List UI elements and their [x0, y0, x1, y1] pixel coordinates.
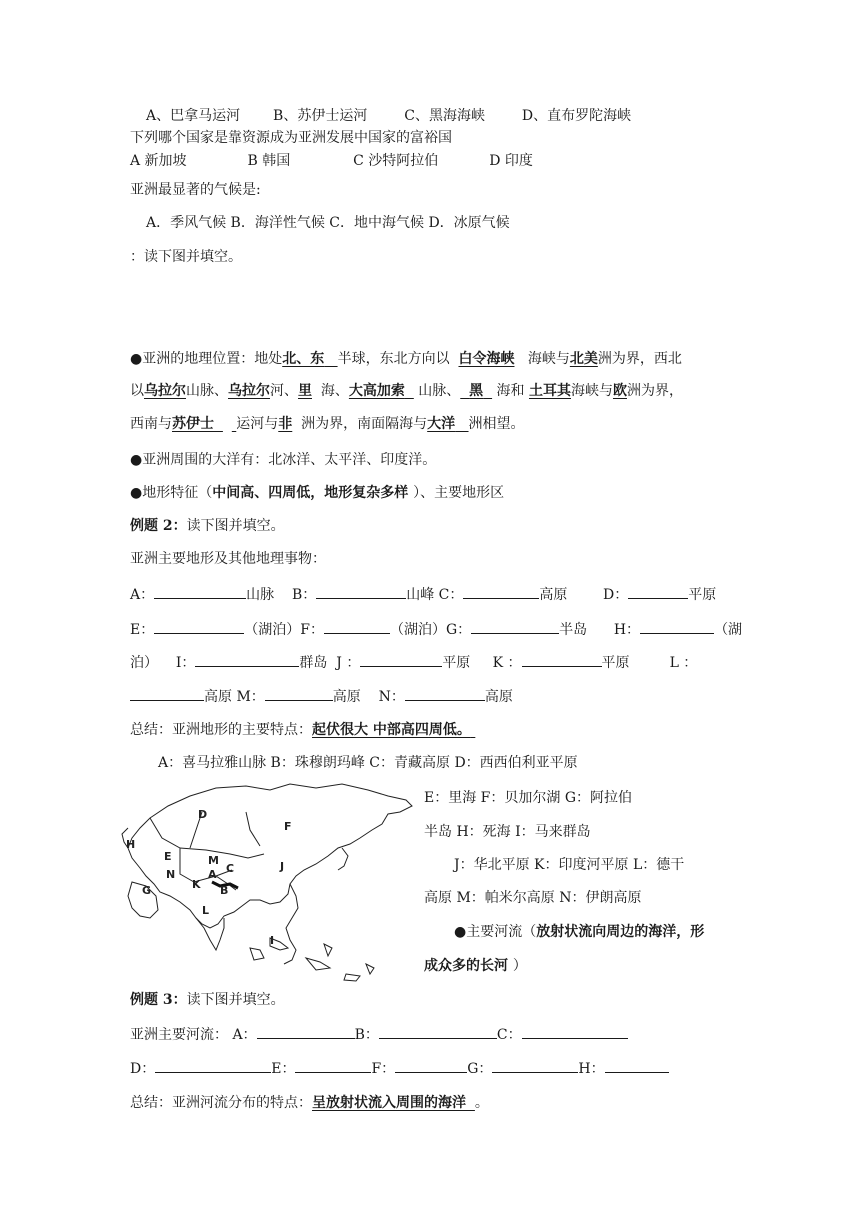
text: D：: [603, 587, 629, 603]
text: 读下图并填空。: [186, 518, 285, 534]
terrain-line: [130, 483, 504, 503]
text: B：: [291, 587, 317, 603]
text: 洲为界，南面隔海与: [301, 416, 428, 432]
text: L ：: [669, 655, 698, 671]
text: 半球，东北方向以: [337, 351, 450, 367]
blank-field[interactable]: [360, 652, 442, 667]
rivers-line-1: [454, 922, 704, 942]
terrain-feature: 中间高、四周低，地形复杂多样: [212, 485, 414, 501]
blank-field[interactable]: [522, 652, 602, 667]
text: 平原: [442, 655, 471, 671]
asia-map: [120, 778, 416, 982]
map-label-i: I: [270, 934, 275, 947]
example-label: 例题 3：: [130, 992, 187, 1008]
q3-question: 亚洲最显著的气候是:: [130, 182, 261, 198]
answers-row-4: J：华北平原 K：印度河平原 L：德干: [454, 857, 685, 873]
answer-strait: 白令海峡: [458, 351, 515, 367]
answer-turkey: 土耳其: [528, 383, 571, 399]
q2-option-d: D 印度: [489, 153, 533, 169]
map-label-a: A: [208, 868, 217, 881]
text: ）、主要地形区: [413, 485, 505, 501]
answer-river: 乌拉尔: [228, 383, 270, 399]
text: 高原 M：: [204, 689, 265, 705]
text: 高原: [484, 689, 513, 705]
answers-row-5: 高原 M：帕米尔高原 N：伊朗高原: [424, 890, 642, 906]
text: 山脉、: [186, 383, 228, 399]
map-label-d: D: [198, 808, 208, 821]
text: 总结：亚洲河流分布的特点：: [130, 1095, 312, 1111]
text: B：: [354, 1027, 379, 1043]
map-label-h: H: [126, 838, 136, 851]
text: 亚洲主要河流： A：: [130, 1027, 257, 1043]
summary-rivers: [130, 1093, 489, 1113]
answer-suez: 苏伊士: [172, 416, 214, 432]
text: K ：: [492, 655, 522, 671]
text: 泊）: [130, 655, 158, 671]
q2-option-c: C 沙特阿拉伯: [353, 153, 439, 169]
text: 运河与: [236, 416, 279, 432]
map-islands-2: [306, 958, 330, 970]
example-label: 例题 2：: [130, 518, 187, 534]
map-river-2: [246, 812, 260, 846]
text: 以: [130, 383, 144, 399]
text: 山脉: [246, 587, 275, 603]
text: 河、: [270, 383, 298, 399]
text: ●亚洲的地理位置：地处: [130, 351, 283, 367]
map-label-l: L: [202, 904, 210, 917]
blank-field[interactable]: [522, 1024, 628, 1039]
blank-field[interactable]: [155, 1058, 271, 1073]
blank-field[interactable]: [154, 584, 246, 599]
blank-field[interactable]: [195, 652, 299, 667]
answer-oceania: 大洋: [427, 416, 456, 432]
q1-option-c: C、黑海海峡: [404, 108, 485, 124]
map-label-e: E: [164, 850, 172, 863]
text: （湖泊）G：: [389, 622, 472, 638]
map-islands-5: [344, 974, 360, 981]
ex2-row-1: [130, 584, 716, 605]
text: 海峡与: [527, 351, 570, 367]
text: 平原: [688, 587, 717, 603]
blank-field[interactable]: [395, 1058, 467, 1073]
text: A：: [130, 587, 155, 603]
map-label-j: J: [280, 860, 285, 873]
rivers-feature-cont: 成众多的长河: [424, 958, 513, 974]
blank-field[interactable]: [324, 619, 390, 634]
text: F：: [371, 1061, 396, 1077]
blank-field[interactable]: [130, 686, 204, 701]
blank-field[interactable]: [265, 686, 333, 701]
blank-field[interactable]: [257, 1024, 355, 1039]
map-japan: [338, 848, 348, 870]
blank-field[interactable]: [295, 1058, 371, 1073]
map-india: [196, 918, 224, 950]
q2-option-a: A 新加坡: [130, 153, 187, 169]
text: J ：: [336, 655, 361, 671]
ex2-row-3: [130, 652, 697, 673]
map-label-c: C: [226, 862, 235, 875]
blank-field[interactable]: [463, 584, 539, 599]
position-line-1: [130, 349, 682, 369]
q1-option-a: A、巴拿马运河: [146, 108, 241, 124]
text: G：: [467, 1061, 493, 1077]
text: 西南与: [130, 416, 172, 432]
text: ●主要河流（: [454, 924, 537, 940]
q2-question: 下列哪个国家是靠资源成为亚洲发展中国家的富裕国: [130, 130, 452, 146]
text: 平原: [601, 655, 630, 671]
map-label-f: F: [284, 820, 292, 833]
blank-field[interactable]: [316, 584, 406, 599]
text: C：: [496, 1027, 522, 1043]
position-line-3: [130, 414, 525, 434]
text: 海峡与: [570, 383, 613, 399]
text: 洲相望。: [468, 416, 525, 432]
text: D：: [130, 1061, 156, 1077]
ex2-row-2: [130, 619, 742, 640]
position-line-2: [130, 381, 683, 401]
blank-field[interactable]: [471, 619, 559, 634]
q1-option-d: D、直布罗陀海峡: [521, 108, 632, 124]
map-label-b: B: [220, 884, 229, 897]
map-islands-4: [324, 944, 332, 956]
q3-options: A．季风气候 B．海洋性气候 C．地中海气候 D．冰原气候: [146, 215, 510, 231]
blank-field[interactable]: [379, 1024, 497, 1039]
example-3-title: [130, 990, 285, 1010]
q1-options: [146, 106, 631, 126]
map-label-k: K: [192, 878, 201, 891]
example-2-sub: 亚洲主要地形及其他地理事物：: [130, 551, 326, 567]
text: E：: [271, 1061, 296, 1077]
text: 。: [474, 1095, 489, 1111]
answers-row-1: A：喜马拉雅山脉 B：珠穆朗玛峰 C：青藏高原 D：西西伯利亚平原: [158, 755, 578, 771]
text: 洲为界，西北: [597, 351, 682, 367]
blank-field[interactable]: [640, 619, 714, 634]
ex3-row-2: [130, 1058, 669, 1079]
answers-row-2: E：里海 F：贝加尔湖 G：阿拉伯: [424, 790, 633, 806]
answer-hemisphere: 北、东: [282, 351, 325, 367]
blank-field[interactable]: [405, 686, 485, 701]
answer-africa: 非: [278, 416, 293, 432]
q1-option-b: B、苏伊士运河: [273, 108, 368, 124]
blank-field[interactable]: [492, 1058, 578, 1073]
ex3-row-1: [130, 1024, 628, 1045]
read-map-instruction: ：读下图并填空。: [130, 249, 242, 265]
rivers-feature: 放射状流向周边的海洋，形: [536, 924, 705, 940]
text: ）: [512, 958, 527, 974]
q2-options: [130, 151, 533, 171]
ex2-row-4: [130, 686, 513, 707]
text: E：: [130, 622, 155, 638]
blank-field[interactable]: [154, 619, 244, 634]
text: 洲为界，: [626, 383, 683, 399]
text: H：: [578, 1061, 605, 1077]
asia-map-svg: [120, 778, 416, 982]
text: 总结：亚洲地形的主要特点：: [130, 722, 312, 738]
example-2-title: [130, 516, 285, 536]
answer-continent-ne: 北美: [569, 351, 598, 367]
text: 高原: [539, 587, 568, 603]
answer-mountains: 乌拉尔: [144, 383, 186, 399]
blank-field[interactable]: [605, 1058, 669, 1073]
text: 海和: [496, 383, 525, 399]
answers-row-3: 半岛 H：死海 I：马来群岛: [424, 824, 591, 840]
map-label-m: M: [208, 854, 219, 867]
map-islands-6: [366, 964, 374, 974]
text: 海、: [320, 383, 349, 399]
answer-sea-2: 黑: [469, 383, 484, 399]
text: N：: [378, 689, 405, 705]
text: 山峰 C：: [406, 587, 464, 603]
text: （湖泊）F：: [244, 622, 324, 638]
text: 群岛: [299, 655, 328, 671]
map-label-n: N: [166, 868, 176, 881]
summary-terrain-answer: 起伏很大 中部高四周低。: [312, 722, 471, 738]
text: 读下图并填空。: [186, 992, 285, 1008]
rivers-line-2: [424, 956, 527, 976]
text: （湖: [714, 622, 743, 638]
answer-caucasus: 大高加索: [348, 383, 405, 399]
text: 半岛: [559, 622, 588, 638]
text: 山脉、: [418, 383, 461, 399]
oceans-line: ●亚洲周围的大洋有：北冰洋、太平洋、印度洋。: [130, 452, 437, 468]
map-label-g: G: [142, 884, 152, 897]
text: ●地形特征（: [130, 485, 213, 501]
answer-europe: 欧: [612, 383, 627, 399]
summary-rivers-answer: 呈放射状流入周围的海洋: [312, 1095, 466, 1111]
summary-terrain: [130, 720, 475, 740]
text: I：: [175, 655, 196, 671]
blank-field[interactable]: [628, 584, 688, 599]
text: 高原: [332, 689, 361, 705]
map-islands-3: [250, 948, 264, 960]
q2-option-b: B 韩国: [247, 153, 291, 169]
text: H：: [613, 622, 641, 638]
answer-sea-1: 里: [298, 383, 312, 399]
